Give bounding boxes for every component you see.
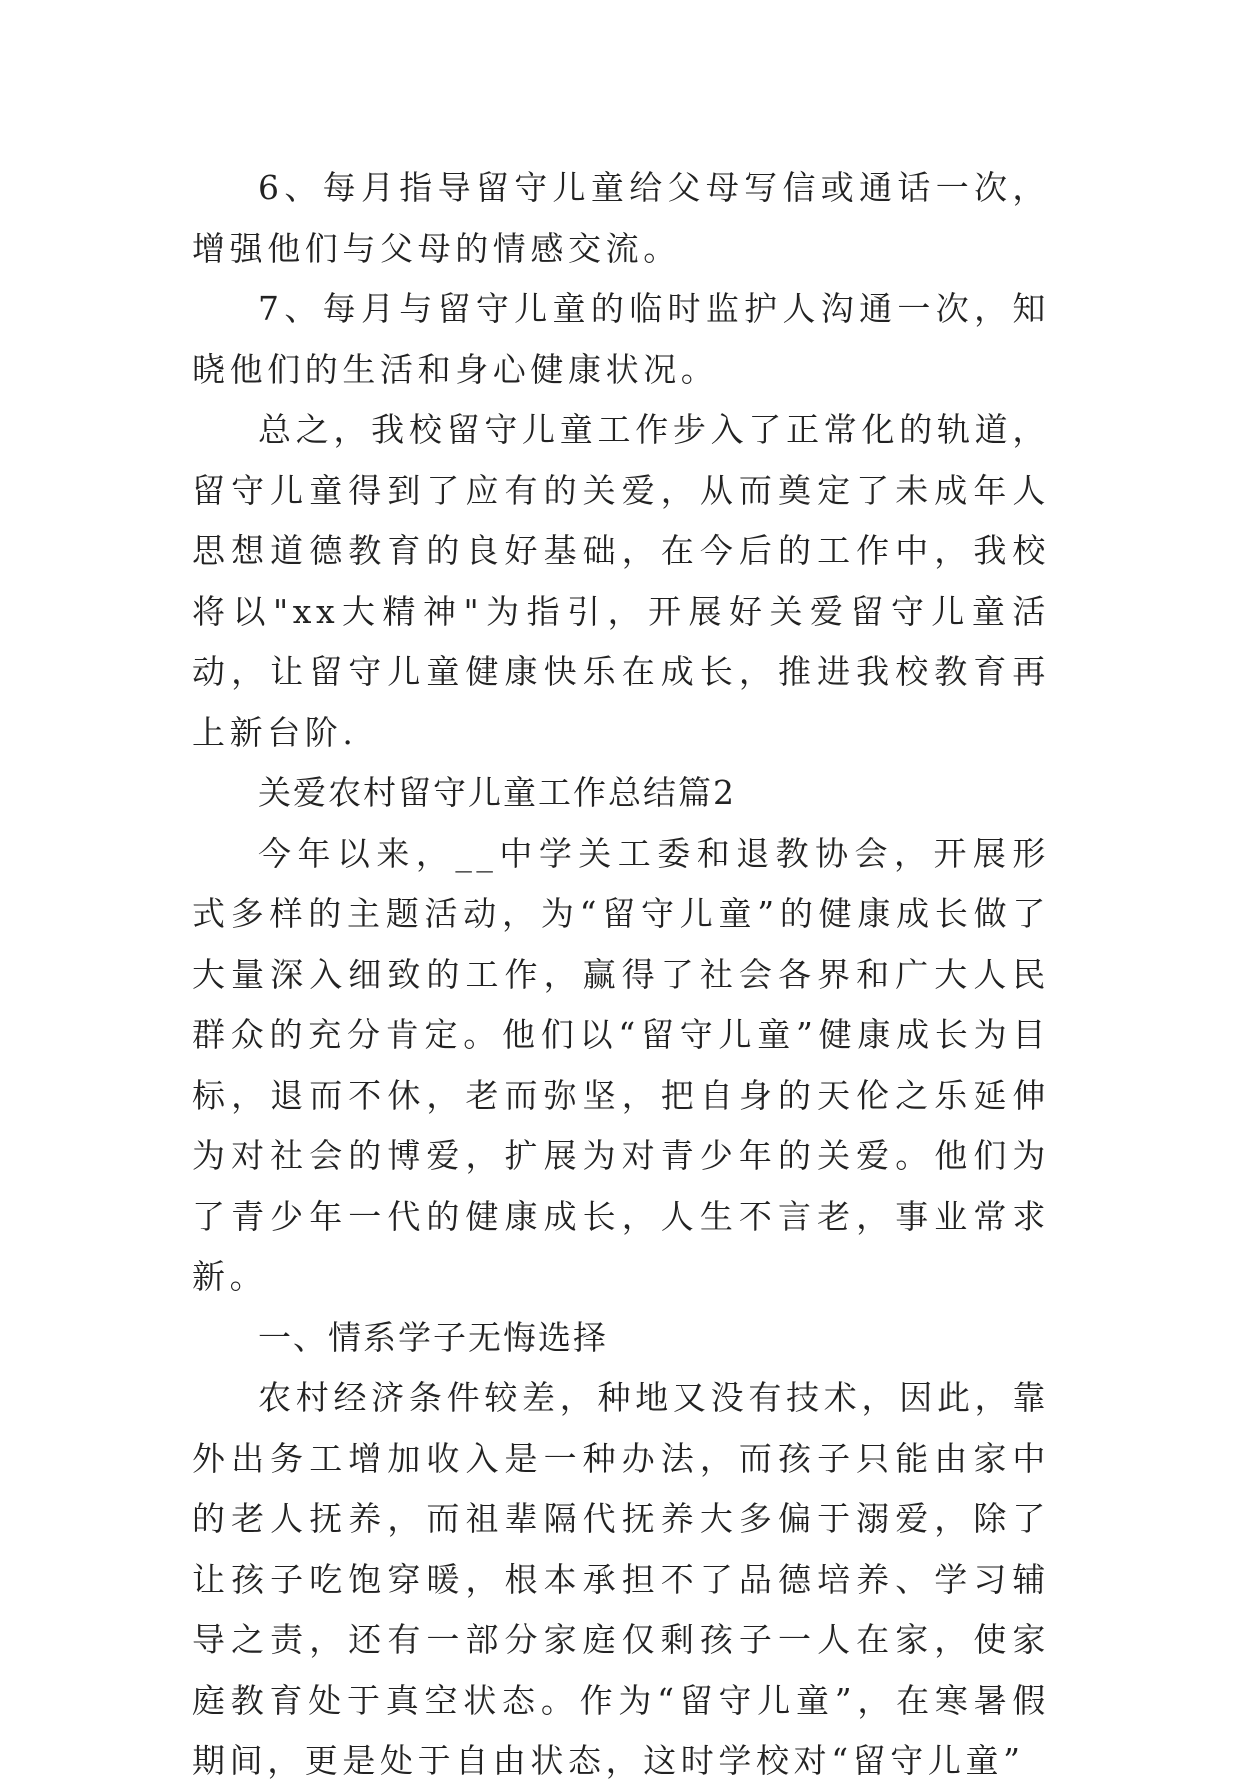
paragraph-item-6: 6、每月指导留守儿童给父母写信或通话一次，增强他们与父母的情感交流。	[192, 168, 1050, 268]
document-body	[192, 158, 1050, 1792]
subsection-heading: 一、情系学子无悔选择	[258, 1317, 608, 1357]
paragraph-intro: 今年以来，__中学关工委和退教协会，开展形式多样的主题活动，为“留守儿童”的健康成长做了大量深入细致的工作，赢得了社会各界和广大人民群众的充分肯定。他们以“留守儿童”健康成长为目标，退而不休，老而弥坚，把自身的天伦之乐延伸为对社会的博爱，扩展为对青少年的关爱。他们为了青少年一代的健康成长，人生不言老，事业常求新。	[192, 833, 1050, 1296]
paragraph-item-7: 7、每月与留守儿童的临时监护人沟通一次，知晓他们的生活和身心健康状况。	[192, 289, 1050, 389]
paragraph-summary: 总之，我校留守儿童工作步入了正常化的轨道，留守儿童得到了应有的关爱，从而奠定了未成年人思想道德教育的良好基础，在今后的工作中，我校将以"xx大精神"为指引，开展好关爱留守儿童活动，让留守儿童健康快乐在成长，推进我校教育再上新台阶.	[192, 410, 1050, 752]
paragraph-body: 农村经济条件较差，种地又没有技术，因此，靠外出务工增加收入是一种办法，而孩子只能由家中的老人抚养，而祖辈隔代抚养大多偏于溺爱，除了让孩子吃饱穿暖，根本承担不了品德培养、学习辅导之责，还有一部分家庭仅剩孩子一人在家，使家庭教育处于真空状态。作为“留守儿童”，在寒暑假期间，更是处于自由状态，这时学校对“留守儿童”	[192, 1378, 1050, 1780]
section-title: 关爱农村留守儿童工作总结篇2	[258, 773, 736, 812]
